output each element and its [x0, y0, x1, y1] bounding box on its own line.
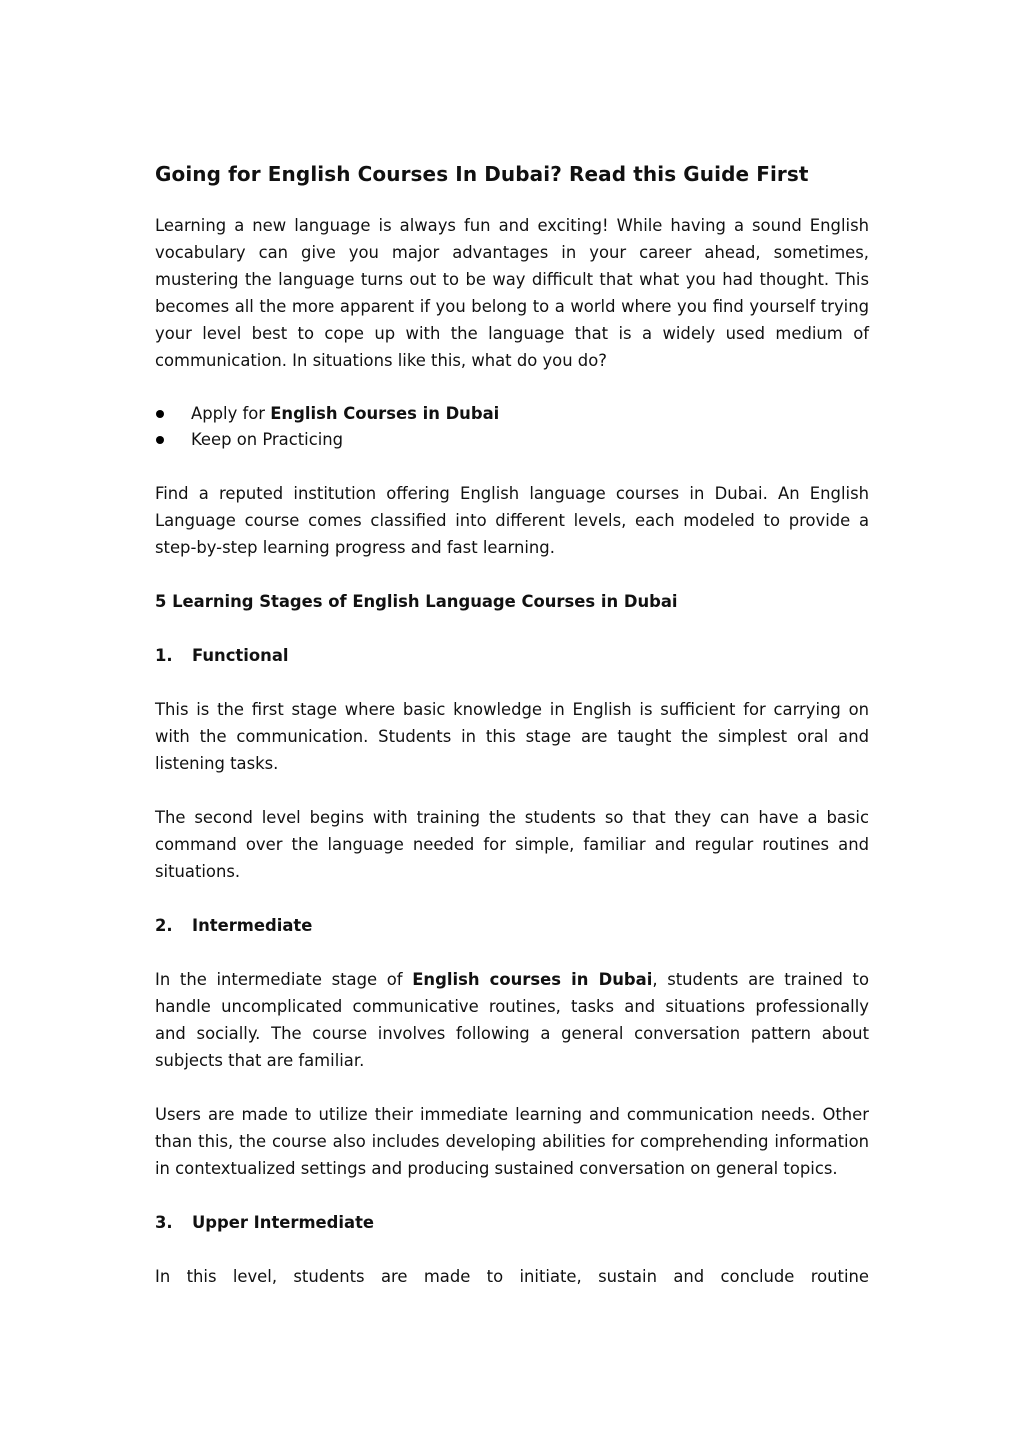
- bullet-item-apply: [155, 401, 869, 427]
- bullet-item-practice: [155, 427, 869, 453]
- stage-name: Upper Intermediate: [192, 1213, 375, 1232]
- bullet-dot-icon: [156, 410, 164, 418]
- stages-heading: 5 Learning Stages of English Language Courses in Dubai: [155, 592, 678, 611]
- bullet-list: [155, 401, 869, 453]
- bullet-prefix: Apply for: [191, 404, 271, 423]
- functional-paragraph-2: The second level begins with training the students so that they can have a basic command over the language needed for simple, familiar and regular routines and situations.: [155, 808, 869, 881]
- bullet-text: Keep on Practicing: [191, 430, 344, 449]
- bullet-bold-text: English Courses in Dubai: [270, 404, 500, 423]
- stage-name: Functional: [192, 646, 289, 665]
- intermediate-para-bold: English courses in Dubai: [412, 970, 653, 989]
- document-page: [155, 160, 869, 1290]
- stage-number: 2.: [155, 916, 173, 935]
- document-title: Going for English Courses In Dubai? Read this Guide First: [155, 162, 809, 186]
- stage-heading-upper-intermediate: [155, 1209, 869, 1236]
- intermediate-para-prefix: In the intermediate stage of: [155, 970, 413, 989]
- stage-number: 1.: [155, 646, 173, 665]
- intermediate-paragraph-2: Users are made to utilize their immediate learning and communication needs. Other than this, the course also includes developing abilities for comprehending information in contextualized settings and producing sustained conversation on general topics.: [155, 1105, 869, 1178]
- stage-number: 3.: [155, 1213, 173, 1232]
- bullet-dot-icon: [156, 436, 164, 444]
- functional-paragraph-1: This is the first stage where basic knowledge in English is sufficient for carrying on with the communication. Students in this stage are taught the simplest oral and listening tasks.: [155, 700, 869, 773]
- stage-heading-intermediate: [155, 912, 869, 939]
- intro-paragraph: Learning a new language is always fun and exciting! While having a sound English vocabulary can give you major advantages in your career ahead, sometimes, mustering the language turns out to be way difficult that what you had thought. This becomes all the more apparent if you belong to a world where you find yourself trying your level best to cope up with the language that is a widely used medium of communication. In situations like this, what do you do?: [155, 216, 869, 370]
- stage-heading-functional: [155, 642, 869, 669]
- upper-intermediate-paragraph-1: In this level, students are made to initiate, sustain and conclude routine: [155, 1267, 869, 1286]
- intermediate-para-suffix: , students are trained to handle uncomplicated communicative routines, tasks and situations professionally and socially. The course involves following a general conversation pattern about subjects that are familiar.: [155, 970, 870, 1070]
- find-institution-paragraph: Find a reputed institution offering English language courses in Dubai. An English Language course comes classified into different levels, each modeled to provide a step-by-step learning progress and fast learning.: [155, 484, 869, 557]
- intermediate-paragraph-1: [155, 966, 869, 1074]
- stage-name: Intermediate: [192, 916, 313, 935]
